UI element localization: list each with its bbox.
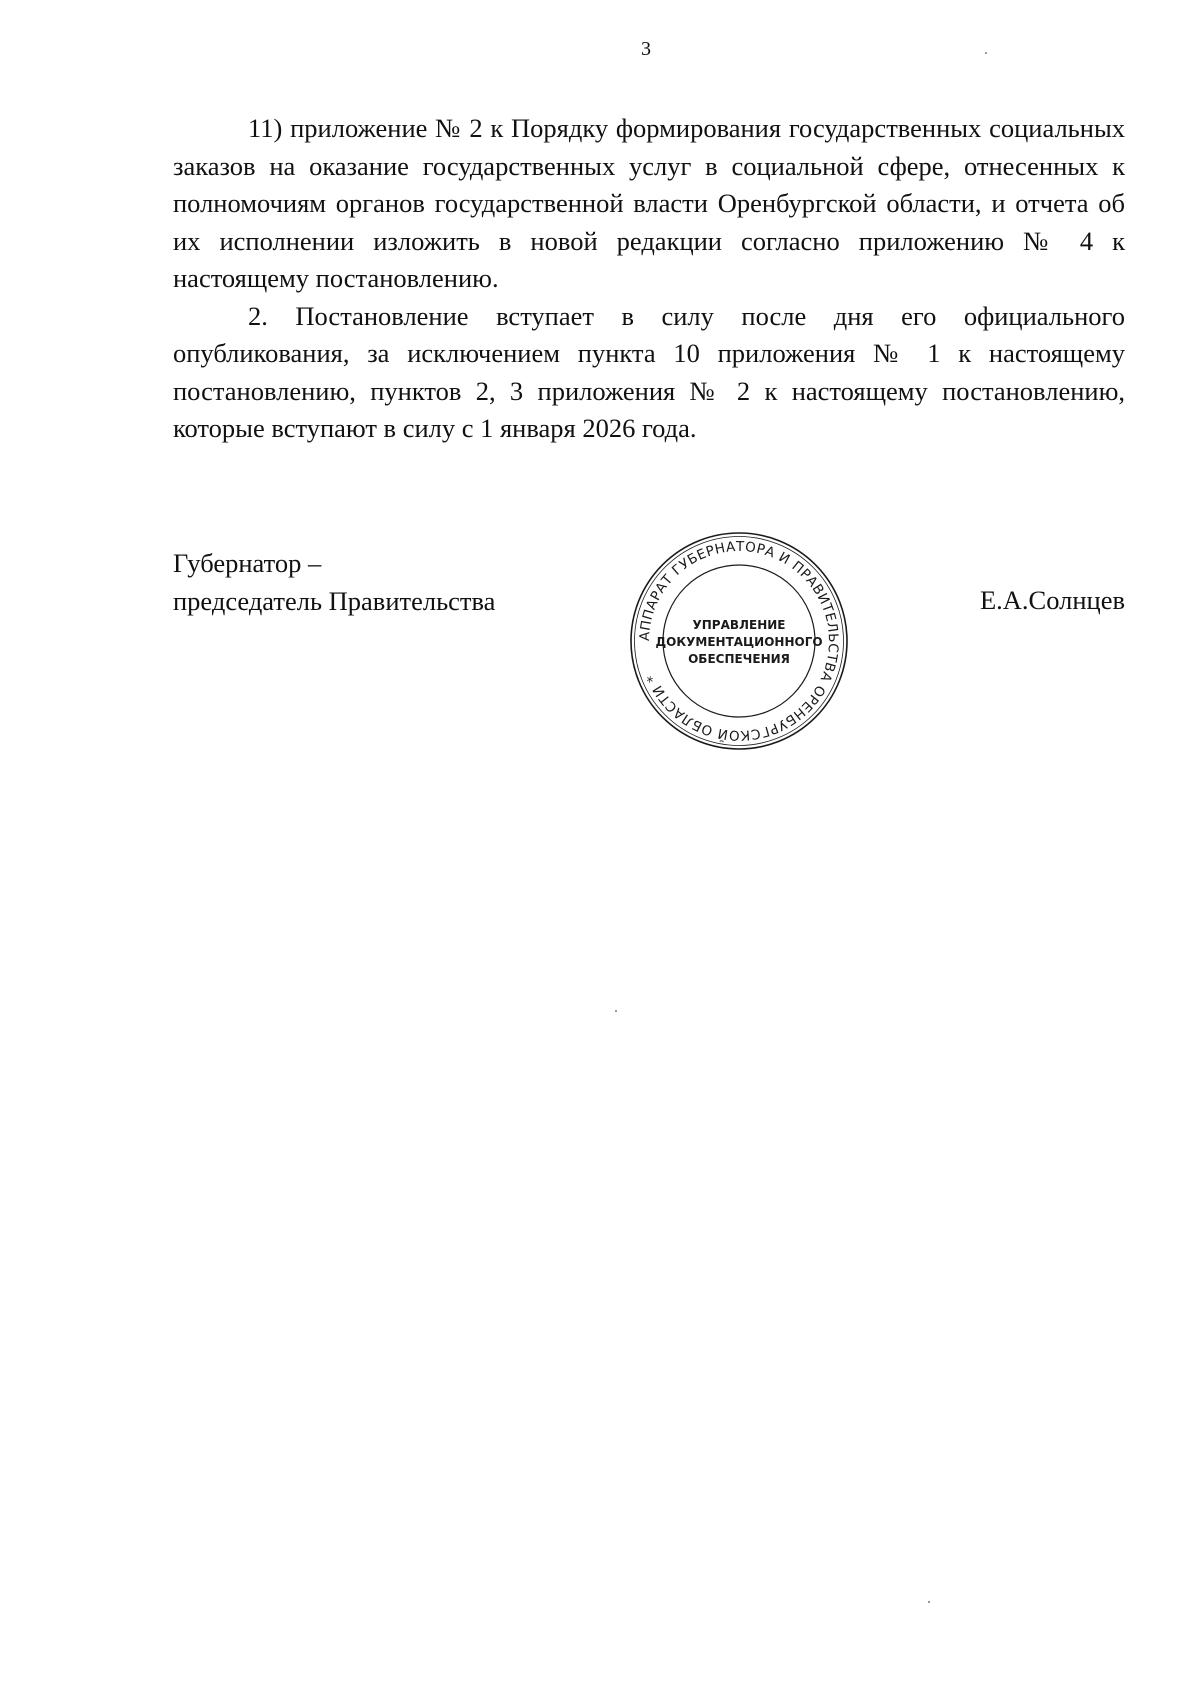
scan-speck bbox=[615, 1010, 617, 1012]
official-seal bbox=[628, 530, 850, 752]
signatory-title-line1: Губернатор – bbox=[173, 548, 322, 578]
seal-center-line1: УПРАВЛЕНИЕ bbox=[692, 618, 786, 632]
scan-speck bbox=[928, 1601, 930, 1603]
signer-name: Е.А.Солнцев bbox=[979, 585, 1125, 615]
signatory-title bbox=[173, 545, 495, 620]
signatory-title-line2: председатель Правительства bbox=[173, 585, 496, 616]
seal-center-line3: ОБЕСПЕЧЕНИЯ bbox=[688, 652, 790, 666]
page-number: 3 bbox=[641, 38, 651, 60]
document-body bbox=[173, 110, 1125, 448]
paragraph-item-11: 11) приложение № 2 к Порядку формирования государственных социальных заказов на оказание государственных услуг в социальной сфере, отнесенных к полномочиям органов государственной власти Оренбургской области, и отчета об их исполнении изложить в новой редакции согласно приложению № 4 к настоящему постановлению. bbox=[173, 113, 1125, 293]
scan-speck bbox=[985, 52, 987, 54]
seal-outer-text: АППАРАТ ГУБЕРНАТОРА И ПРАВИТЕЛЬСТВА ОРЕНБУРГСКОЙ ОБЛАСТИ * bbox=[636, 538, 842, 744]
paragraph-clause-2: 2. Постановление вступает в силу после дня его официального опубликования, за исключением пункта 10 приложения № 1 к настоящему постановлению, пунктов 2, 3 приложения № 2 к настоящему постановлению, которые вступают в силу с 1 января 2026 года. bbox=[173, 300, 1125, 443]
seal-center-line2: ДОКУМЕНТАЦИОННОГО bbox=[655, 635, 823, 649]
